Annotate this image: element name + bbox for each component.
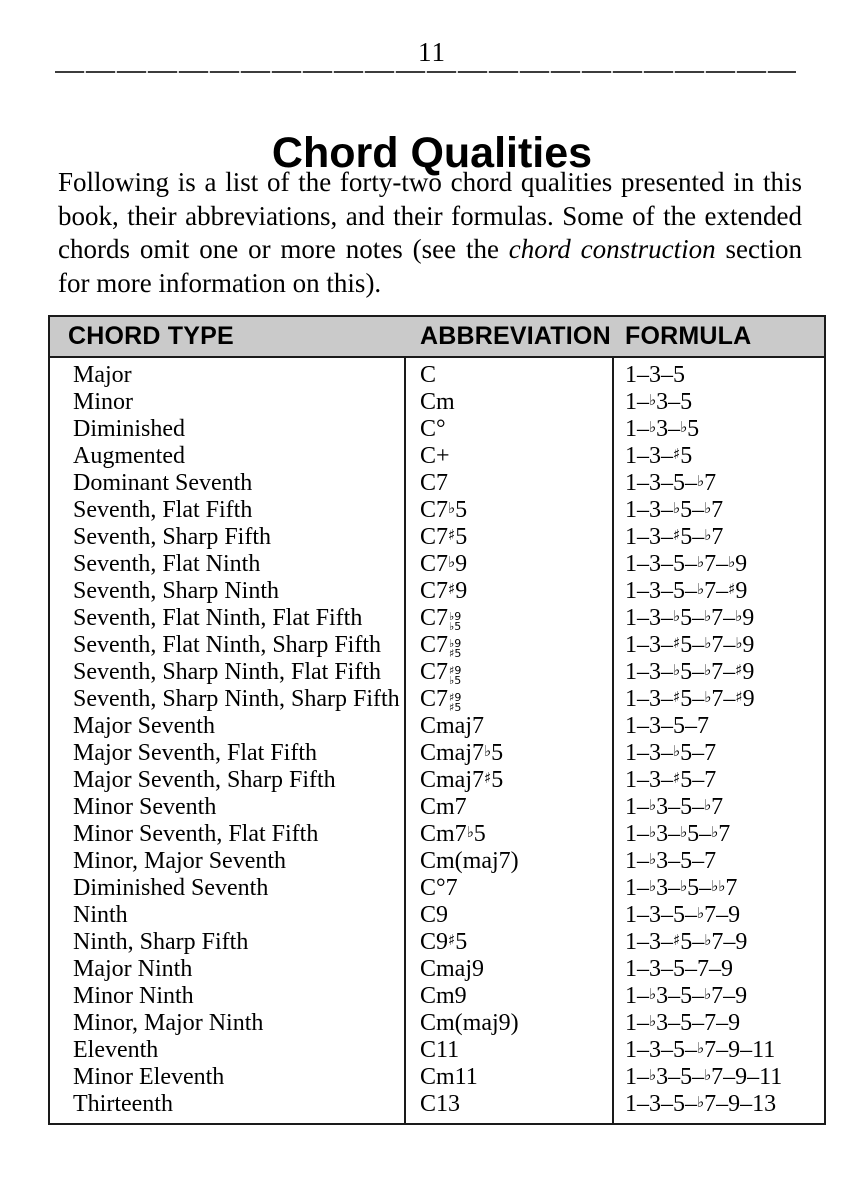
formula-cell: 1–♭3–♭5 — [625, 416, 700, 442]
chord-table — [48, 315, 826, 1125]
chord-type-cell: Eleventh — [73, 1037, 159, 1063]
stacked-alterations — [449, 666, 461, 686]
abbreviation-cell: C9♯5 — [420, 929, 468, 955]
column-header-abbreviation: ABBREVIATION — [420, 322, 611, 350]
accidental-glyph: ♭ — [704, 985, 712, 1003]
accidental-glyph: ♭ — [649, 850, 657, 868]
formula-cell: 1–♭3–5–7–9 — [625, 1010, 741, 1036]
table-row — [50, 416, 824, 443]
table-row — [50, 551, 824, 578]
chord-type-cell: Major Seventh — [73, 713, 215, 739]
formula-cell: 1–3–5 — [625, 362, 685, 388]
abbreviation-cell: C°7 — [420, 875, 458, 901]
formula-cell: 1–3–5–7–9 — [625, 956, 733, 982]
chord-type-cell: Thirteenth — [73, 1091, 173, 1117]
formula-cell: 1–♭3–5–♭7–9–11 — [625, 1064, 783, 1090]
accidental-glyph: ♭ — [697, 904, 705, 922]
chord-type-cell: Minor Seventh, Flat Fifth — [73, 821, 319, 847]
accidental-glyph: ♭ — [649, 823, 657, 841]
formula-cell: 1–3–5–♭7–9 — [625, 902, 741, 928]
column-divider-1 — [404, 358, 406, 1123]
formula-cell: 1–♭3–♭5–♭♭7 — [625, 875, 738, 901]
accidental-glyph: ♭ — [448, 553, 456, 571]
accidental-glyph: ♯ — [735, 688, 743, 706]
formula-cell: 1–3–♯5–7 — [625, 767, 717, 793]
accidental-glyph: ♭ — [697, 1093, 705, 1111]
table-header-row — [48, 315, 826, 358]
page-title: Chord Qualities — [271, 128, 593, 177]
chord-type-cell: Seventh, Sharp Fifth — [73, 524, 271, 550]
formula-cell: 1–3–♯5–♭7–♯9 — [625, 686, 755, 712]
formula-cell: 1–3–♯5–♭7–♭9 — [625, 632, 755, 658]
accidental-glyph: ♯ — [735, 661, 743, 679]
formula-cell: 1–3–♯5–♭7–9 — [625, 929, 748, 955]
abbreviation-cell: C+ — [420, 443, 450, 469]
chord-type-cell: Major Seventh, Sharp Fifth — [73, 767, 336, 793]
accidental-glyph: ♯ — [673, 445, 681, 463]
table-row — [50, 713, 824, 740]
intro-text-after: section for more information on this). — [58, 234, 802, 298]
chord-type-cell: Seventh, Sharp Ninth, Flat Fifth — [73, 659, 381, 685]
accidental-glyph: ♭ — [704, 634, 712, 652]
chord-type-cell: Diminished — [73, 416, 185, 442]
accidental-glyph: ♭ — [704, 607, 712, 625]
accidental-glyph: ♭ — [680, 418, 688, 436]
abbreviation-cell: C° — [420, 416, 446, 442]
stack-bottom: ♭5 — [449, 620, 462, 633]
abbreviation-cell: C7 ♯9 ♭5 — [420, 659, 462, 687]
accidental-glyph: ♭ — [673, 499, 681, 517]
table-row — [50, 362, 824, 389]
accidental-glyph: ♭♭ — [711, 877, 726, 895]
table-row — [50, 659, 824, 686]
chord-table-body — [48, 358, 826, 1125]
table-row — [50, 578, 824, 605]
abbreviation-cell: Cm11 — [420, 1064, 478, 1090]
abbreviation-cell: Cmaj7♭5 — [420, 740, 504, 766]
formula-cell: 1–3–♯5 — [625, 443, 693, 469]
formula-cell: 1–3–5–♭7–♯9 — [625, 578, 748, 604]
intro-paragraph — [58, 166, 802, 300]
accidental-glyph: ♭ — [649, 1012, 657, 1030]
accidental-glyph: ♭ — [697, 472, 705, 490]
table-row — [50, 875, 824, 902]
stack-top: ♯9 — [449, 664, 462, 677]
abbreviation-cell: C7♭9 — [420, 551, 468, 577]
table-row — [50, 524, 824, 551]
abbreviation-cell: C7♭5 — [420, 497, 468, 523]
table-row — [50, 848, 824, 875]
table-row — [50, 1091, 824, 1118]
table-row — [50, 1010, 824, 1037]
accidental-glyph: ♯ — [673, 688, 681, 706]
accidental-glyph: ♭ — [673, 742, 681, 760]
formula-cell: 1–3–5–♭7–9–13 — [625, 1091, 777, 1117]
table-row — [50, 470, 824, 497]
abbreviation-cell: Cmaj7♯5 — [420, 767, 504, 793]
formula-cell: 1–3–5–♭7–9–11 — [625, 1037, 776, 1063]
abbreviation-cell: Cm(maj7) — [420, 848, 519, 874]
stacked-alterations — [449, 693, 461, 713]
stacked-alterations — [449, 612, 461, 632]
abbreviation-cell: Cm7 — [420, 794, 467, 820]
formula-cell: 1–♭3–5 — [625, 389, 693, 415]
accidental-glyph: ♭ — [704, 526, 712, 544]
chord-type-cell: Minor, Major Ninth — [73, 1010, 264, 1036]
abbreviation-cell: C13 — [420, 1091, 461, 1117]
stack-top: ♭9 — [449, 637, 462, 650]
accidental-glyph: ♭ — [680, 823, 688, 841]
table-row — [50, 1037, 824, 1064]
table-row — [50, 443, 824, 470]
table-row — [50, 605, 824, 632]
stack-bottom: ♯5 — [449, 701, 462, 714]
chord-type-cell: Augmented — [73, 443, 185, 469]
formula-cell: 1–3–5–♭7–♭9 — [625, 551, 748, 577]
chord-type-cell: Ninth — [73, 902, 128, 928]
formula-cell: 1–♭3–5–♭7 — [625, 794, 724, 820]
table-row — [50, 902, 824, 929]
accidental-glyph: ♭ — [448, 499, 456, 517]
chord-type-cell: Minor Eleventh — [73, 1064, 225, 1090]
formula-cell: 1–3–♯5–♭7 — [625, 524, 724, 550]
abbreviation-cell: Cm9 — [420, 983, 467, 1009]
abbreviation-cell: C7 ♭9 ♭5 — [420, 605, 462, 633]
chord-type-cell: Seventh, Flat Ninth — [73, 551, 261, 577]
chord-type-cell: Seventh, Flat Ninth, Flat Fifth — [73, 605, 363, 631]
chord-type-cell: Minor Ninth — [73, 983, 194, 1009]
formula-cell: 1–♭3–♭5–♭7 — [625, 821, 731, 847]
abbreviation-cell: C9 — [420, 902, 449, 928]
stack-bottom: ♭5 — [449, 674, 462, 687]
accidental-glyph: ♭ — [697, 553, 705, 571]
column-header-formula: FORMULA — [625, 322, 752, 350]
table-row — [50, 497, 824, 524]
accidental-glyph: ♭ — [704, 796, 712, 814]
stacked-alterations — [449, 639, 461, 659]
table-row — [50, 1064, 824, 1091]
stack-bottom: ♯5 — [449, 647, 462, 660]
abbreviation-cell: C7♯5 — [420, 524, 468, 550]
chord-type-cell: Dominant Seventh — [73, 470, 253, 496]
formula-cell: 1–♭3–5–♭7–9 — [625, 983, 748, 1009]
accidental-glyph: ♭ — [704, 931, 712, 949]
chord-type-cell: Ninth, Sharp Fifth — [73, 929, 249, 955]
abbreviation-cell: Cm(maj9) — [420, 1010, 519, 1036]
abbreviation-cell: Cmaj7 — [420, 713, 484, 739]
table-row — [50, 632, 824, 659]
column-header-chord-type: CHORD TYPE — [68, 322, 234, 350]
abbreviation-cell: C7♯9 — [420, 578, 468, 604]
accidental-glyph: ♭ — [680, 877, 688, 895]
table-row — [50, 686, 824, 713]
accidental-glyph: ♯ — [484, 769, 492, 787]
accidental-glyph: ♭ — [704, 688, 712, 706]
table-row — [50, 983, 824, 1010]
formula-cell: 1–♭3–5–7 — [625, 848, 717, 874]
column-divider-2 — [612, 358, 614, 1123]
header-rule — [55, 71, 796, 73]
abbreviation-cell: C7 — [420, 470, 449, 496]
chord-type-cell: Seventh, Sharp Ninth, Sharp Fifth — [73, 686, 400, 712]
table-row — [50, 389, 824, 416]
abbreviation-cell: C11 — [420, 1037, 460, 1063]
accidental-glyph: ♭ — [673, 661, 681, 679]
accidental-glyph: ♭ — [673, 607, 681, 625]
table-row — [50, 929, 824, 956]
abbreviation-cell: C7 ♭9 ♯5 — [420, 632, 462, 660]
abbreviation-cell: Cmaj9 — [420, 956, 484, 982]
accidental-glyph: ♯ — [673, 634, 681, 652]
accidental-glyph: ♭ — [697, 580, 705, 598]
accidental-glyph: ♯ — [448, 526, 456, 544]
accidental-glyph: ♭ — [649, 391, 657, 409]
table-row — [50, 767, 824, 794]
formula-cell: 1–3–♭5–7 — [625, 740, 717, 766]
stack-top: ♭9 — [449, 610, 462, 623]
accidental-glyph: ♭ — [649, 877, 657, 895]
accidental-glyph: ♭ — [704, 499, 712, 517]
table-row — [50, 956, 824, 983]
chord-type-cell: Seventh, Flat Fifth — [73, 497, 253, 523]
table-row — [50, 794, 824, 821]
chord-type-cell: Minor Seventh — [73, 794, 217, 820]
accidental-glyph: ♭ — [649, 796, 657, 814]
accidental-glyph: ♭ — [649, 985, 657, 1003]
stack-top: ♯9 — [449, 691, 462, 704]
accidental-glyph: ♭ — [697, 1039, 705, 1057]
accidental-glyph: ♭ — [484, 742, 492, 760]
chord-type-cell: Seventh, Sharp Ninth — [73, 578, 279, 604]
formula-cell: 1–3–♭5–♭7–♭9 — [625, 605, 755, 631]
accidental-glyph: ♭ — [735, 607, 743, 625]
accidental-glyph: ♯ — [673, 526, 681, 544]
chord-type-cell: Seventh, Flat Ninth, Sharp Fifth — [73, 632, 381, 658]
accidental-glyph: ♯ — [448, 580, 456, 598]
abbreviation-cell: Cm — [420, 389, 455, 415]
accidental-glyph: ♭ — [704, 1066, 712, 1084]
formula-cell: 1–3–♭5–♭7 — [625, 497, 724, 523]
abbreviation-cell: C7 ♯9 ♯5 — [420, 686, 462, 714]
abbreviation-cell: Cm7♭5 — [420, 821, 486, 847]
accidental-glyph: ♭ — [735, 634, 743, 652]
accidental-glyph: ♭ — [711, 823, 719, 841]
chord-type-cell: Major Ninth — [73, 956, 193, 982]
accidental-glyph: ♭ — [649, 418, 657, 436]
formula-cell: 1–3–♭5–♭7–♯9 — [625, 659, 755, 685]
formula-cell: 1–3–5–7 — [625, 713, 709, 739]
accidental-glyph: ♯ — [673, 931, 681, 949]
page-number: 11 — [418, 37, 446, 67]
table-row — [50, 740, 824, 767]
chord-type-cell: Major — [73, 362, 132, 388]
accidental-glyph: ♭ — [649, 1066, 657, 1084]
chord-type-cell: Minor, Major Seventh — [73, 848, 287, 874]
abbreviation-cell: C — [420, 362, 437, 388]
intro-text-before: Following is a list of the forty-two chord qualities presented in this book, their abbreviations, and their formulas. Some of the extended chords omit one or more notes (see the — [58, 167, 802, 264]
accidental-glyph: ♭ — [728, 553, 736, 571]
intro-italic-phrase: chord construction — [508, 234, 716, 264]
formula-cell: 1–3–5–♭7 — [625, 470, 717, 496]
table-row — [50, 821, 824, 848]
accidental-glyph: ♯ — [673, 769, 681, 787]
chord-type-cell: Major Seventh, Flat Fifth — [73, 740, 317, 766]
accidental-glyph: ♯ — [728, 580, 736, 598]
accidental-glyph: ♯ — [448, 931, 456, 949]
accidental-glyph: ♭ — [466, 823, 474, 841]
chord-type-cell: Minor — [73, 389, 133, 415]
chord-type-cell: Diminished Seventh — [73, 875, 269, 901]
accidental-glyph: ♭ — [704, 661, 712, 679]
